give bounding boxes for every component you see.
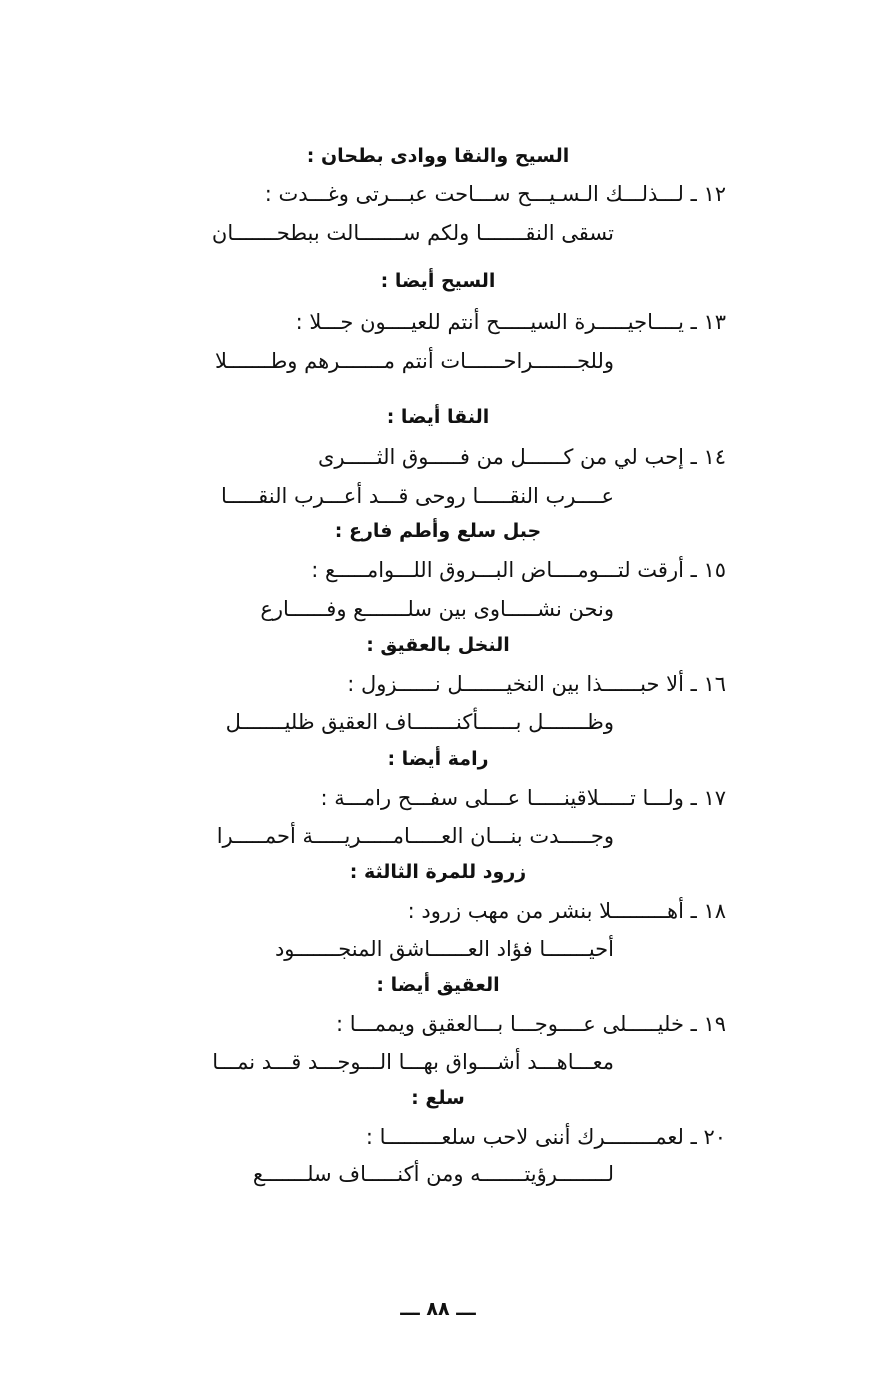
verse-17-hemistich-2: وجـــــدت بنـــان العـــــامـــــريـــــة أحمـــــرا xyxy=(216,824,614,848)
verse-20-hemistich-2: لــــــــرؤيتـــــــه ومن أكنـــــاف سلـــــــع xyxy=(252,1162,614,1186)
section-heading-zarud-third: زرود للمرة الثالثة : xyxy=(349,861,527,883)
verse-14-hemistich-2: عــــرب النقـــــا روحى قـــد أعـــرب النقـــــا xyxy=(220,484,614,508)
verse-15-hemistich-2: ونحن نشـــــاوى بين سلـــــــع وفــــــارع xyxy=(260,597,614,621)
section-heading-sayh-naqa-buthan: السيح والنقا ووادى بطحان : xyxy=(306,145,570,167)
verse-12-hemistich-2: تسقى النقـــــــا ولكم ســـــــالت ببطحـــــــان xyxy=(211,221,614,245)
verse-20-hemistich-1: ٢٠ ـ لعمــــــــرك أننى لاحب سلعـــــــــا : xyxy=(365,1125,726,1149)
verse-16-hemistich-1: ١٦ ـ ألا حبــــــذا بين النخيـــــــل نــــــزول : xyxy=(347,672,726,696)
section-heading-sayh-also: السيح أيضا : xyxy=(380,270,496,292)
verse-18-hemistich-1: ١٨ ـ أهـــــــــلا بنشر من مهب زرود : xyxy=(407,899,726,923)
verse-16-hemistich-2: وظـــــــل بــــــأكنـــــــاف العقيق ظليـــــــل xyxy=(225,710,614,734)
section-heading-rama-also: رامة أيضا : xyxy=(387,748,489,770)
verse-18-hemistich-2: أحيـــــــا فؤاد العــــــاشق المنجـــــــود xyxy=(274,937,614,961)
page-number: ـــ ٨٨ ـــ xyxy=(400,1298,476,1320)
section-heading-sala: سلع : xyxy=(411,1087,465,1109)
verse-12-hemistich-1: ١٢ ـ لـــذلـــك الـسـيـــح ســـاحت عبـــرتى وغـــدت : xyxy=(264,182,726,206)
verse-15-hemistich-1: ١٥ ـ أرقت لتـــومــــاض البـــروق اللـــوامـــــع : xyxy=(311,558,726,582)
section-heading-jabal-sala: جبل سلع وأطم فارع : xyxy=(334,520,542,542)
verse-19-hemistich-2: معـــاهـــد أشـــواق بهـــا الـــوجـــد قـــد نمـــا xyxy=(212,1050,614,1074)
verse-14-hemistich-1: ١٤ ـ إحب لي من كــــــل من فـــــوق الثـــــرى xyxy=(317,445,726,469)
section-heading-aqiq-also: العقيق أيضا : xyxy=(376,974,500,996)
verse-19-hemistich-1: ١٩ ـ خليـــــلى عــــوجـــا بـــالعقيق ويممـــا : xyxy=(336,1012,726,1036)
section-heading-nakhl-aqiq: النخل بالعقيق : xyxy=(366,634,510,656)
verse-17-hemistich-1: ١٧ ـ ولـــا تـــــلاقينـــــا عـــلى سفـــح رامـــة : xyxy=(320,786,726,810)
verse-13-hemistich-1: ١٣ ـ يــــاجيـــــرة السيـــــح أنتم للعيــــون جـــلا : xyxy=(295,310,726,334)
section-heading-naqa-also: النقا أيضا : xyxy=(386,406,490,428)
verse-13-hemistich-2: وللجـــــــراحــــــات أنتم مـــــــرهم وطـــــــلا xyxy=(214,349,614,373)
